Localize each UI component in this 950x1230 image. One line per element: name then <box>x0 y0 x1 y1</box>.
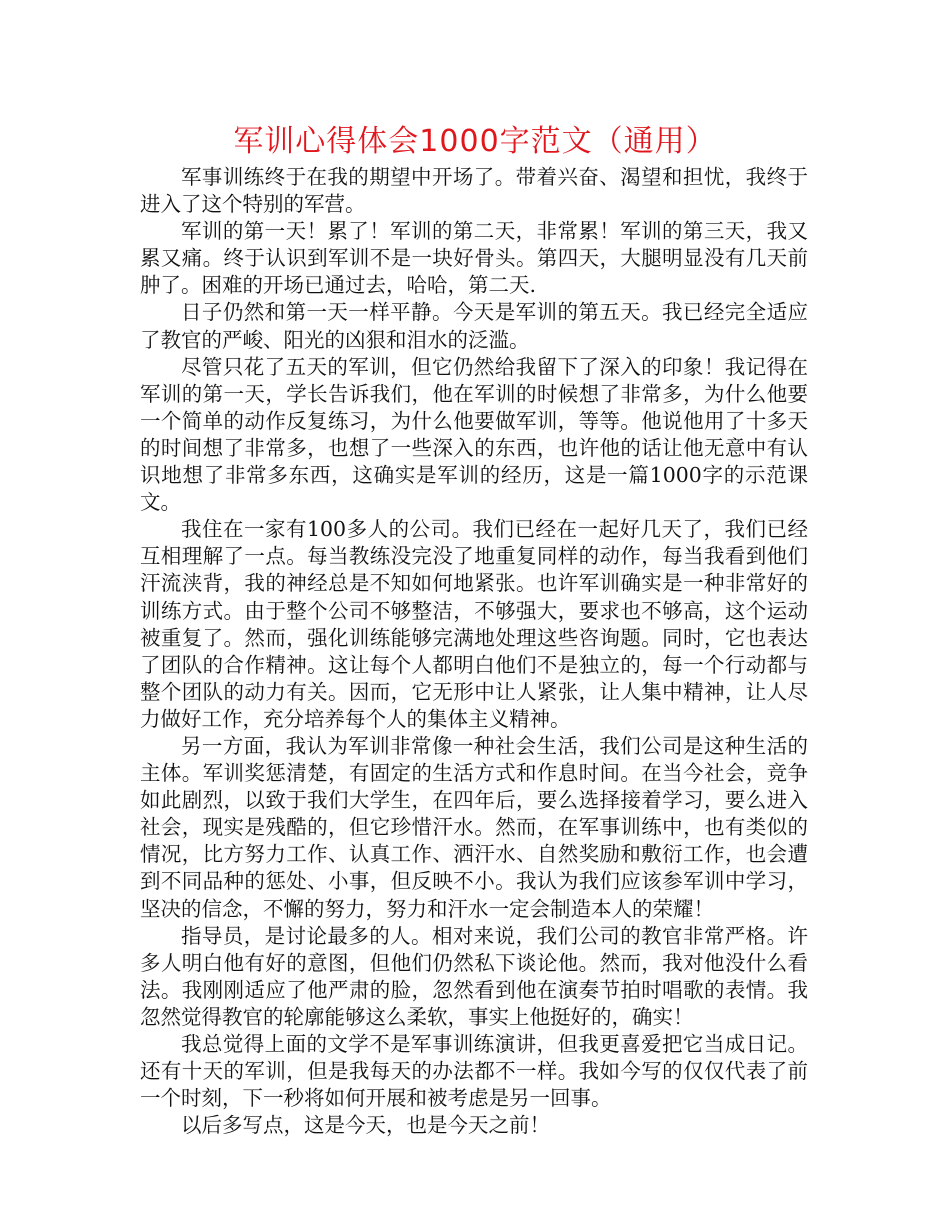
document-body <box>140 164 808 1139</box>
paragraph: 指导员，是讨论最多的人。相对来说，我们公司的教官非常严格。许多人明白他有好的意图，但他们仍然私下谈论他。然而，我对他没什么看法。我刚刚适应了他严肃的脸，忽然看到他在演奏节拍时唱歌的表情。我忽然觉得教官的轮廓能够这么柔软，事实上他挺好的，确实！ <box>140 923 808 1029</box>
document-title: 军训心得体会1000字范文（通用） <box>233 124 717 159</box>
paragraph: 我住在一家有100多人的公司。我们已经在一起好几天了，我们已经互相理解了一点。每当教练没完没了地重复同样的动作，每当我看到他们汗流浃背，我的神经总是不知如何地紧张。也许军训确实是一种非常好的训练方式。由于整个公司不够整洁，不够强大，要求也不够高，这个运动被重复了。然而，强化训练能够完满地处理这些咨询题。同时，它也表达了团队的合作精神。这让每个人都明白他们不是独立的，每一个行动都与整个团队的动力有关。因而，它无形中让人紧张，让人集中精神，让人尽力做好工作，充分培养每个人的集体主义精神。 <box>140 517 808 731</box>
paragraph: 尽管只花了五天的军训，但它仍然给我留下了深入的印象！我记得在军训的第一天，学长告诉我们，他在军训的时候想了非常多，为什么他要一个简单的动作反复练习，为什么他要做军训，等等。他说他用了十多天的时间想了非常多，也想了一些深入的东西，也许他的话让他无意中有认识地想了非常多东西，这确实是军训的经历，这是一篇1000字的示范课文。 <box>140 354 808 515</box>
paragraph: 军事训练终于在我的期望中开场了。带着兴奋、渴望和担忧，我终于进入了这个特别的军营。 <box>140 165 808 217</box>
paragraph: 日子仍然和第一天一样平静。今天是军训的第五天。我已经完全适应了教官的严峻、阳光的凶狠和泪水的泛滥。 <box>140 300 808 352</box>
paragraph: 我总觉得上面的文学不是军事训练演讲，但我更喜爱把它当成日记。还有十天的军训，但是我每天的办法都不一样。我如今写的仅仅代表了前一个时刻，下一秒将如何开展和被考虑是另一回事。 <box>140 1032 808 1111</box>
paragraph: 军训的第一天！累了！军训的第二天，非常累！军训的第三天，我又累又痛。终于认识到军训不是一块好骨头。第四天，大腿明显没有几天前肿了。困难的开场已通过去，哈哈，第二天. <box>140 219 808 298</box>
paragraph: 另一方面，我认为军训非常像一种社会生活，我们公司是这种生活的主体。军训奖惩清楚，有固定的生活方式和作息时间。在当今社会，竞争如此剧烈，以致于我们大学生，在四年后，要么选择接着学习，要么进入社会，现实是残酷的，但它珍惜汗水。然而，在军事训练中，也有类似的情况，比方努力工作、认真工作、洒汗水、自然奖励和敷衍工作，也会遭到不同品种的惩处、小事，但反映不小。我认为我们应该参军训中学习，坚决的信念，不懈的努力，努力和汗水一定会制造本人的荣耀！ <box>140 733 808 921</box>
paragraph: 以后多写点，这是今天，也是今天之前！ <box>181 1113 550 1138</box>
